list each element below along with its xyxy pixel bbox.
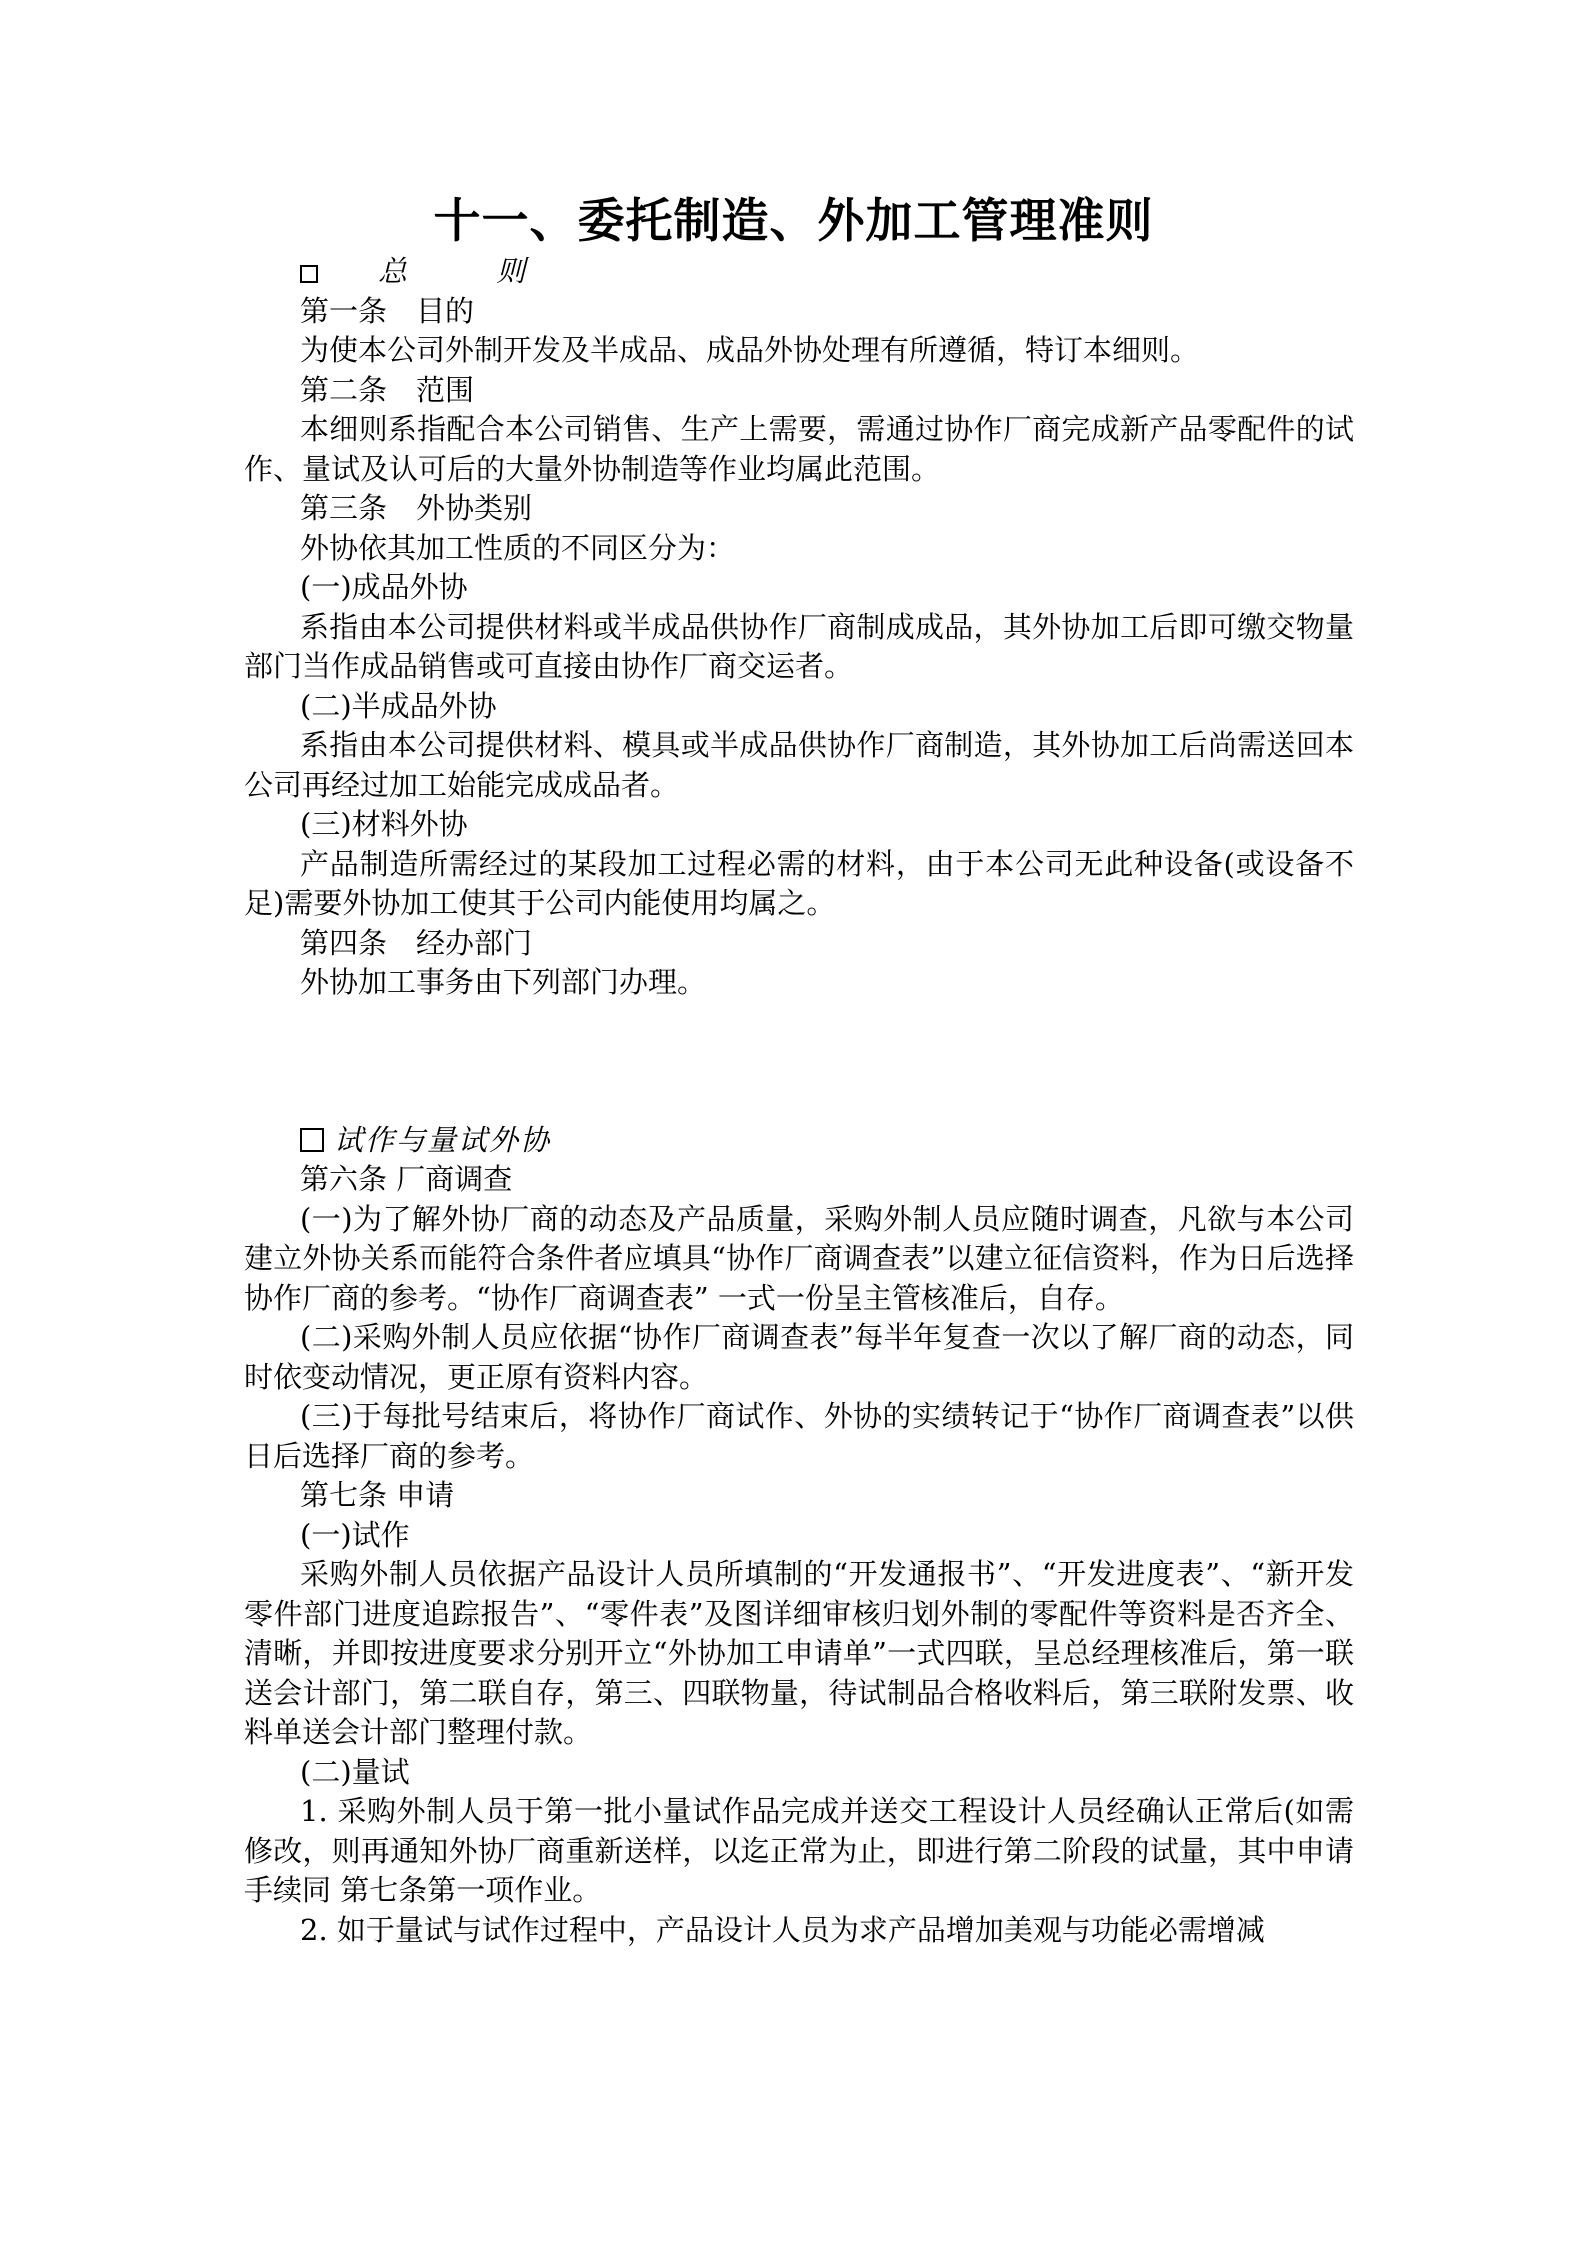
article-3-intro: 外协依其加工性质的不同区分为： xyxy=(300,530,736,565)
article-7-item-1-body: 采购外制人员依据产品设计人员所填制的“开发通报书”、“开发进度表”、“新开发零件部门进度追踪报告”、“零件表”及图详细审核归划外制的零配件等资料是否齐全、清晰，并即按进度要求分别开立“外协加工申请单”一式四联，呈总经理核准后，第一联送会计部门，第二联自存，第三、四联物量，待试制品合格收料后，第三联附发票、收料单送会计部门整理付款。 xyxy=(244,1557,1354,1749)
section-general-label: 总 则 xyxy=(378,254,566,288)
article-3-item-1-title: (一)成品外协 xyxy=(300,570,468,604)
section-spacer xyxy=(244,1003,1354,1121)
article-6-para-2: (二)采购外制人员应依据“协作厂商调查表”每半年复查一次以了解厂商的动态，同时依变动情况，更正原有资料内容。 xyxy=(244,1320,1354,1394)
section-general-heading xyxy=(244,252,1354,292)
article-7-item-2-title: (二)量试 xyxy=(300,1754,410,1789)
document-title: 十一、委托制造、外加工管理准则 xyxy=(433,194,1154,249)
article-2-title: 第二条 范围 xyxy=(300,372,475,407)
article-2-body: 本细则系指配合本公司销售、生产上需要，需通过协作厂商完成新产品零配件的试作、量试及认可后的大量外协制造等作业均属此范围。 xyxy=(244,412,1354,486)
article-7-item-2-para-1: 1. 采购外制人员于第一批小量试作品完成并送交工程设计人员经确认正常后(如需修改，则再通知外协厂商重新送样，以迄正常为止，即进行第二阶段的试量，其中申请手续同 第七条第一项作业。 xyxy=(244,1794,1354,1907)
article-7-item-2-para-2: 2. 如于量试与试作过程中，产品设计人员为求产品增加美观与功能必需增减 xyxy=(300,1912,1265,1947)
article-3-item-3-title: (三)材料外协 xyxy=(300,807,468,841)
article-6-title: 第六条 厂商调查 xyxy=(300,1162,513,1196)
article-3-item-3-body: 产品制造所需经过的某段加工过程必需的材料，由于本公司无此种设备(或设备不足)需要外协加工使其于公司内能使用均属之。 xyxy=(244,846,1354,920)
article-6-para-3: (三)于每批号结束后，将协作厂商试作、外协的实绩转记于“协作厂商调查表”以供日后选择厂商的参考。 xyxy=(244,1399,1354,1473)
checkbox-icon xyxy=(300,265,318,283)
document-body xyxy=(244,252,1354,1950)
section-trial-heading xyxy=(244,1121,1354,1161)
article-1-body: 为使本公司外制开发及半成品、成品外协处理有所遵循，特订本细则。 xyxy=(300,333,1200,367)
article-1-title: 第一条 目的 xyxy=(300,293,475,328)
article-4-body: 外协加工事务由下列部门办理。 xyxy=(300,965,707,999)
article-7-item-1-title: (一)试作 xyxy=(300,1517,410,1552)
article-4-title: 第四条 经办部门 xyxy=(300,925,533,960)
article-3-item-2-title: (二)半成品外协 xyxy=(300,688,497,723)
article-3-item-1-body: 系指由本公司提供材料或半成品供协作厂商制成成品，其外协加工后即可缴交物量部门当作成品销售或可直接由协作厂商交运者。 xyxy=(244,609,1354,683)
article-7-title: 第七条 申请 xyxy=(300,1478,455,1512)
article-3-item-2-body: 系指由本公司提供材料、模具或半成品供协作厂商制造，其外协加工后尚需送回本公司再经过加工始能完成成品者。 xyxy=(244,728,1354,802)
section-trial-label: 试作与量试外协 xyxy=(334,1122,552,1157)
article-6-para-1: (一)为了解外协厂商的动态及产品质量，采购外制人员应随时调查，凡欲与本公司建立外协关系而能符合条件者应填具“协作厂商调查表”以建立征信资料，作为日后选择协作厂商的参考。“协作厂商调查表” 一式一份呈主管核准后，自存。 xyxy=(244,1201,1354,1315)
checkbox-icon xyxy=(300,1128,324,1152)
article-3-title: 第三条 外协类别 xyxy=(300,491,533,525)
